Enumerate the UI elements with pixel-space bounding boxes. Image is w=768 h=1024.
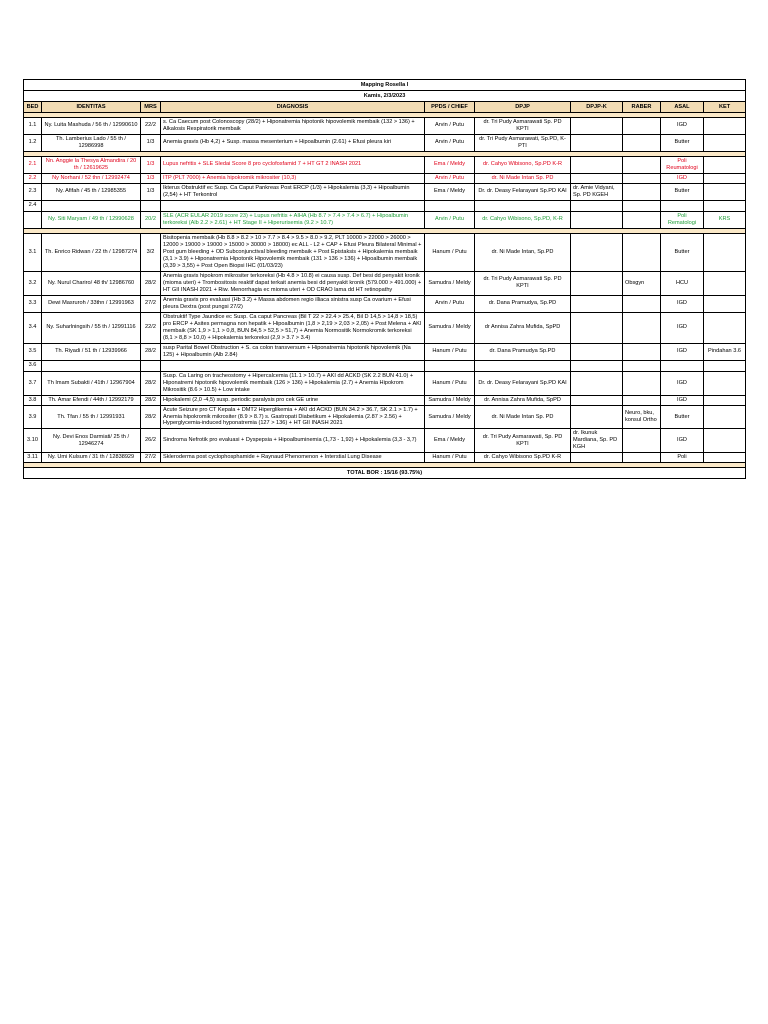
- raber-cell: [623, 211, 661, 228]
- identitas-cell: Ny. Umi Kulsum / 31 th / 12838929: [42, 453, 141, 463]
- mrs-cell: 26/2: [141, 429, 161, 453]
- dpjpk-cell: [571, 343, 623, 360]
- ket-cell: [704, 183, 746, 200]
- identitas-cell: Ny. Nurul Chariro/ 48 th/ 12986760: [42, 271, 141, 295]
- bed-cell: 3.11: [24, 453, 42, 463]
- mrs-cell: [141, 200, 161, 211]
- diagnosis-cell: Obstruktif Type Jaundice ec Susp. Ca caput Pancreas (Bil T 22 > 22.4 > 25.4, Bil D 14,5 > 14,8 > 18,5) pro ERCP + Asites permagna non hepatik + Hipoalbumin (1,8 > 2,19 > 2,03 > 2,05) + Post Melena + AKI membaik (SK 1,9 > 1,1 > 0,8, BUN 84,5 > 52,5 > 51,7) + Anemia Normositik Normokromik terkoreksi (8,1 > 8,8 > 10,0) + Hipokalemia terkoreksi (2,9 > 3.7 > 3.4): [161, 312, 425, 343]
- patient-row: [24, 183, 746, 200]
- ket-cell: [704, 173, 746, 183]
- ket-cell: [704, 395, 746, 405]
- bed-cell: 3.3: [24, 295, 42, 312]
- col-header-raber: RABER: [623, 102, 661, 113]
- dpjp-cell: dr. Ni Made Intan Sp. PD: [475, 173, 571, 183]
- diagnosis-cell: Susp. Ca Laring on tracheostomy + Hipercalcemia (11.1 > 10.7) + AKI dd ACKD (SK 2.2 BUN 41.0) + Hiponatremi hipotonik hipovolemik membaik (126 > 136) + Hipokalemia (2.7) + Anemia Hipokrom Mikrositik (8.6 > 10.5) + Low intake: [161, 371, 425, 395]
- mrs-cell: 1/3: [141, 173, 161, 183]
- bed-cell: 2.3: [24, 183, 42, 200]
- col-header-identitas: IDENTITAS: [42, 102, 141, 113]
- ket-cell: [704, 453, 746, 463]
- dpjpk-cell: [571, 156, 623, 173]
- dpjpk-cell: [571, 118, 623, 135]
- patient-row: [24, 312, 746, 343]
- mrs-cell: 28/2: [141, 395, 161, 405]
- col-header-ppds: PPDS / CHIEF: [425, 102, 475, 113]
- mapping-table: [23, 79, 746, 479]
- patient-row: [24, 173, 746, 183]
- dpjp-cell: dr. Annisa Zahra Mufida, SpPD: [475, 395, 571, 405]
- patient-row: [24, 156, 746, 173]
- raber-cell: [623, 200, 661, 211]
- asal-cell: IGD: [661, 429, 704, 453]
- col-header-asal: ASAL: [661, 102, 704, 113]
- raber-cell: [623, 395, 661, 405]
- mrs-cell: 22/2: [141, 312, 161, 343]
- raber-cell: [623, 295, 661, 312]
- bed-cell: 3.8: [24, 395, 42, 405]
- asal-cell: Poli: [661, 453, 704, 463]
- identitas-cell: Dewi Masruroh / 33thn / 12991963: [42, 295, 141, 312]
- identitas-cell: Th. Tfan / 55 th / 12991931: [42, 405, 141, 429]
- raber-cell: [623, 360, 661, 371]
- dpjpk-cell: [571, 211, 623, 228]
- dpjpk-cell: [571, 295, 623, 312]
- asal-cell: IGD: [661, 295, 704, 312]
- raber-cell: [623, 118, 661, 135]
- diagnosis-cell: Skleroderma post cyclophosphamide + Raynaud Phenomenon + Interstial Lung Disease: [161, 453, 425, 463]
- ppds-cell: [425, 360, 475, 371]
- dpjp-cell: [475, 200, 571, 211]
- patient-row: [24, 343, 746, 360]
- identitas-cell: Th. Lamberius Lado / 55 th / 12986998: [42, 134, 141, 151]
- dpjp-cell: dr. Dana Pramudya, Sp.PD: [475, 295, 571, 312]
- bed-cell: 3.4: [24, 312, 42, 343]
- raber-cell: [623, 312, 661, 343]
- total-bor: TOTAL BOR : 15/16 (93.75%): [24, 468, 746, 479]
- diagnosis-cell: Lupus nefritis + SLE Sledai Score 8 pro cyclofosfamid 7 + HT GT 2 INASH 2021: [161, 156, 425, 173]
- ket-cell: [704, 156, 746, 173]
- raber-cell: [623, 453, 661, 463]
- dpjp-cell: dr. Cahyo Wibisono, Sp.PD K-R: [475, 156, 571, 173]
- dpjp-cell: dr. Ni Made Intan, Sp.PD: [475, 233, 571, 271]
- asal-cell: IGD: [661, 312, 704, 343]
- raber-cell: [623, 173, 661, 183]
- asal-cell: IGD: [661, 173, 704, 183]
- ppds-cell: [425, 200, 475, 211]
- ppds-cell: Samudra / Meldy: [425, 395, 475, 405]
- dpjpk-cell: [571, 134, 623, 151]
- bed-cell: 3.5: [24, 343, 42, 360]
- diagnosis-cell: [161, 200, 425, 211]
- col-header-dpjp: DPJP: [475, 102, 571, 113]
- asal-cell: IGD: [661, 371, 704, 395]
- dpjp-cell: dr. Dana Pramudya Sp.PD: [475, 343, 571, 360]
- mrs-cell: 28/2: [141, 343, 161, 360]
- dpjp-cell: dr Annisa Zahra Mufida, SpPD: [475, 312, 571, 343]
- ppds-cell: Samudra / Meldy: [425, 405, 475, 429]
- dpjpk-cell: [571, 371, 623, 395]
- asal-cell: Poli Reumatologi: [661, 156, 704, 173]
- ppds-cell: Samudra / Meldy: [425, 312, 475, 343]
- mrs-cell: 1/3: [141, 183, 161, 200]
- dpjpk-cell: [571, 453, 623, 463]
- col-header-dpjpk: DPJP-K: [571, 102, 623, 113]
- bed-cell: 1.2: [24, 134, 42, 151]
- patient-row: [24, 295, 746, 312]
- diagnosis-cell: Ikterus Obstruktif ec Susp. Ca Caput Pankreas Post ERCP (1/3) + Hipokalemia (3,3) + Hipoalbumin (2,54) + HT Terkontrol: [161, 183, 425, 200]
- bed-cell: 2.2: [24, 173, 42, 183]
- total-row: [24, 468, 746, 479]
- raber-cell: [623, 343, 661, 360]
- asal-cell: IGD: [661, 343, 704, 360]
- ppds-cell: Hanum / Putu: [425, 343, 475, 360]
- diagnosis-cell: s. Ca Caecum post Colonoscopy (28/2) + Hiponatremia hipotonik hipovolemik membaik (132 > 136) + Alkalosis Respiratorik membaik: [161, 118, 425, 135]
- mrs-cell: 3/2: [141, 233, 161, 271]
- patient-row: [24, 371, 746, 395]
- bed-cell: 2.1: [24, 156, 42, 173]
- col-header-diagnosis: DIAGNOSIS: [161, 102, 425, 113]
- ket-cell: [704, 312, 746, 343]
- patient-row: [24, 271, 746, 295]
- diagnosis-cell: Hipokalemi (2,0 -4,5) susp. periodic paralysis pro cek GE urine: [161, 395, 425, 405]
- ppds-cell: Arvin / Putu: [425, 134, 475, 151]
- dpjp-cell: dr. Tri Pudy Asmarawati Sp. PD KPTI: [475, 271, 571, 295]
- patient-row: [24, 118, 746, 135]
- dpjpk-cell: [571, 271, 623, 295]
- identitas-cell: Ny. Luita Mashuda / 56 th / 12990610: [42, 118, 141, 135]
- identitas-cell: Th Imam Subakti / 41th / 12967904: [42, 371, 141, 395]
- mrs-cell: 27/2: [141, 453, 161, 463]
- diagnosis-cell: Sindroma Nefrotik pro evaluasi + Dyspepsia + Hipoalbuminemia (1,73 - 1,92) + Hipokalemia (3,3 - 3,7): [161, 429, 425, 453]
- diagnosis-cell: susp Parital Bowel Obstruction + S. ca colon transversum + Hiponatremia hipotonik hipovolemik (Na 125) + Hipoalbumin (Alb 2.84): [161, 343, 425, 360]
- diagnosis-cell: ITP (PLT 7000) + Anemia hipokromik mikrositer (10,3): [161, 173, 425, 183]
- mrs-cell: 22/2: [141, 118, 161, 135]
- header-row: [24, 102, 746, 113]
- bed-cell: 3.10: [24, 429, 42, 453]
- dpjp-cell: dr. Tri Pudy Asmarawati, Sp.PD, K-PTI: [475, 134, 571, 151]
- dpjpk-cell: [571, 200, 623, 211]
- mrs-cell: 28/2: [141, 271, 161, 295]
- asal-cell: HCU: [661, 271, 704, 295]
- ket-cell: [704, 134, 746, 151]
- col-header-ket: KET: [704, 102, 746, 113]
- dpjpk-cell: [571, 395, 623, 405]
- ppds-cell: Hanum / Putu: [425, 233, 475, 271]
- diagnosis-cell: Bisitopenia membaik (Hb 8.8 > 8.2 > 10 > 7.7 > 8.4 > 9.5 > 8.0 > 9.2, PLT 10000 > 22000 > 26000 > 12000 > 19000 > 19000 > 15000 > 30000 > 18000) ec ALL - L2 + CAP + Efusi Pleura Bilateral Minimal + Post gum bleeding + OD Subconjunctival bleeding membaik + Post Epistaksis + Hipokalemia membaik (3,1 > 3.9) + Hiponatremia Hipotonik Hipovolemik membaik (131 > 136 > 136) + Hipoalbumin membaik (3,39 > 3,55) + Post Open Biopsi IHC (01/03/23): [161, 233, 425, 271]
- raber-cell: [623, 233, 661, 271]
- ppds-cell: Ema / Meldy: [425, 156, 475, 173]
- dpjp-cell: Dr. dr. Deasy Felarayani Sp.PD KAI: [475, 183, 571, 200]
- bed-cell: 1.1: [24, 118, 42, 135]
- dpjpk-cell: [571, 360, 623, 371]
- mrs-cell: [141, 360, 161, 371]
- dpjp-cell: dr. Tri Pudy Asmarawati, Sp. PD KPTI: [475, 429, 571, 453]
- ppds-cell: Ema / Meldy: [425, 183, 475, 200]
- ket-cell: [704, 360, 746, 371]
- raber-cell: Obsgyn: [623, 271, 661, 295]
- identitas-cell: Ny Norhani / 52 thn / 12992474: [42, 173, 141, 183]
- mrs-cell: 27/2: [141, 295, 161, 312]
- identitas-cell: Ny. Afifah / 45 th / 12985355: [42, 183, 141, 200]
- asal-cell: Poli Rematologi: [661, 211, 704, 228]
- ppds-cell: Arvin / Putu: [425, 211, 475, 228]
- ket-cell: [704, 295, 746, 312]
- mrs-cell: 28/2: [141, 405, 161, 429]
- ppds-cell: Ema / Meldy: [425, 429, 475, 453]
- ket-cell: [704, 405, 746, 429]
- identitas-cell: Th. Enrico Ridwan / 22 th / 12987274: [42, 233, 141, 271]
- patient-row: [24, 233, 746, 271]
- ket-cell: [704, 233, 746, 271]
- dpjp-cell: [475, 360, 571, 371]
- mrs-cell: 1/3: [141, 156, 161, 173]
- mrs-cell: 20/2: [141, 211, 161, 228]
- ket-cell: [704, 200, 746, 211]
- dpjp-cell: dr. Ni Made Intan Sp. PD: [475, 405, 571, 429]
- raber-cell: [623, 429, 661, 453]
- ket-cell: [704, 429, 746, 453]
- patient-row: [24, 429, 746, 453]
- bed-cell: 3.6: [24, 360, 42, 371]
- ket-cell: [704, 118, 746, 135]
- patient-row: [24, 405, 746, 429]
- diagnosis-cell: Anemia gravis pro evaluasi (Hb 3.2) + Massa abdomen regio illiaca sinistra susp Ca ovarium + Efusi pleura Dextra (post pungsi 27/2): [161, 295, 425, 312]
- asal-cell: Butter: [661, 405, 704, 429]
- ppds-cell: Hanum / Putu: [425, 453, 475, 463]
- dpjp-cell: Dr. dr. Deasy Felarayani Sp.PD KAI: [475, 371, 571, 395]
- identitas-cell: Th. Amar Efendi / 44th / 12992179: [42, 395, 141, 405]
- diagnosis-cell: SLE (ACR EULAR 2019 score 23) + Lupus nefritis + AIHA (Hb 8.7 > 7.4 > 7.4 > 6.7) + Hipoalbumin terkoreksi (Alb 2.2 > 2.61) + HT Stage II + Hiperurisemia (9.2 > 10.7): [161, 211, 425, 228]
- bed-cell: 3.1: [24, 233, 42, 271]
- dpjpk-cell: [571, 173, 623, 183]
- col-header-bed: BED: [24, 102, 42, 113]
- identitas-cell: [42, 360, 141, 371]
- asal-cell: Butter: [661, 134, 704, 151]
- ket-cell: [704, 371, 746, 395]
- identitas-cell: Th. Riyadi / 51 th / 12939966: [42, 343, 141, 360]
- identitas-cell: Ny. Siti Maryam / 49 th / 12990628: [42, 211, 141, 228]
- ppds-cell: Arvin / Putu: [425, 295, 475, 312]
- patient-row: [24, 211, 746, 228]
- diagnosis-cell: Anemia gravis (Hb 4,2) + Susp. massa mesenterium + Hipoalbumin (2.61) + Efusi pleura kiri: [161, 134, 425, 151]
- ppds-cell: Arvin / Putu: [425, 118, 475, 135]
- bed-cell: 3.9: [24, 405, 42, 429]
- bed-cell: [24, 211, 42, 228]
- raber-cell: [623, 156, 661, 173]
- asal-cell: Butter: [661, 183, 704, 200]
- ppds-cell: Arvin / Putu: [425, 173, 475, 183]
- dpjpk-cell: dr. Amie Vidyani, Sp. PD KGEH: [571, 183, 623, 200]
- patient-row: [24, 134, 746, 151]
- patient-row: [24, 395, 746, 405]
- col-header-mrs: MRS: [141, 102, 161, 113]
- diagnosis-cell: [161, 360, 425, 371]
- dpjp-cell: dr. Cahyo Wibisono Sp.PD K-R: [475, 453, 571, 463]
- bed-cell: 3.2: [24, 271, 42, 295]
- identitas-cell: [42, 200, 141, 211]
- patient-row: [24, 360, 746, 371]
- bed-cell: 2.4: [24, 200, 42, 211]
- diagnosis-cell: Anemia gravis hipokrom mikrositer terkoreksi (Hb 4.8 > 10.8) ei causa susp. Def besi dd penyakit kronik (mioma uteri) + Trombositosis reaktif dapat terkait anemia besi dd penyakit kronik (579.000 > 491.000) + HT GII INASH 2021 + Riw. Menorrhagia ec mioma uteri + OD CRAO lama dd HT retinopathy: [161, 271, 425, 295]
- asal-cell: [661, 360, 704, 371]
- mrs-cell: 28/2: [141, 371, 161, 395]
- bed-cell: 3.7: [24, 371, 42, 395]
- raber-cell: [623, 371, 661, 395]
- ket-cell: KRS: [704, 211, 746, 228]
- sheet-date: Kamis, 2/3/2023: [24, 91, 746, 102]
- dpjpk-cell: [571, 405, 623, 429]
- diagnosis-cell: Acute Seizure pro CT Kepala + DMT2 Hiperglikemia + AKI dd ACKD (BUN 34.2 > 36.7, SK 2.1 > 1.7) + Anemia hipokromik mikrositer (8.9 > 8.7) s. Gastropati Diabetikum + Hipokalemia (2.87 > 2.56) + Hyperglycemia-induced hyponatremia (127 > 136) + HT GII INASH 2021: [161, 405, 425, 429]
- asal-cell: IGD: [661, 395, 704, 405]
- raber-cell: [623, 183, 661, 200]
- raber-cell: Neuro, bku, konsul Ortho: [623, 405, 661, 429]
- ket-cell: [704, 271, 746, 295]
- asal-cell: IGD: [661, 118, 704, 135]
- asal-cell: Butter: [661, 233, 704, 271]
- ket-cell: Pindahan 3.6: [704, 343, 746, 360]
- patient-row: [24, 453, 746, 463]
- sheet-title: Mapping Rosella I: [24, 80, 746, 91]
- identitas-cell: Ny. Suharlningsih / 55 th / 12991116: [42, 312, 141, 343]
- identitas-cell: Nn. Anggie la Thesya Almandira / 20 th / 12619625: [42, 156, 141, 173]
- ppds-cell: Samudra / Meldy: [425, 271, 475, 295]
- dpjpk-cell: dr. Ikunuk Mardiana, Sp. PD KGH: [571, 429, 623, 453]
- dpjpk-cell: [571, 233, 623, 271]
- raber-cell: [623, 134, 661, 151]
- asal-cell: [661, 200, 704, 211]
- dpjpk-cell: [571, 312, 623, 343]
- mrs-cell: 1/3: [141, 134, 161, 151]
- dpjp-cell: dr. Cahyo Wibisono, Sp.PD, K-R: [475, 211, 571, 228]
- dpjp-cell: dr. Tri Pudy Asmarawati Sp. PD KPTI: [475, 118, 571, 135]
- identitas-cell: Ny. Devi Enos Darmiati/ 25 th / 12946274: [42, 429, 141, 453]
- patient-row: [24, 200, 746, 211]
- ppds-cell: Hanum / Putu: [425, 371, 475, 395]
